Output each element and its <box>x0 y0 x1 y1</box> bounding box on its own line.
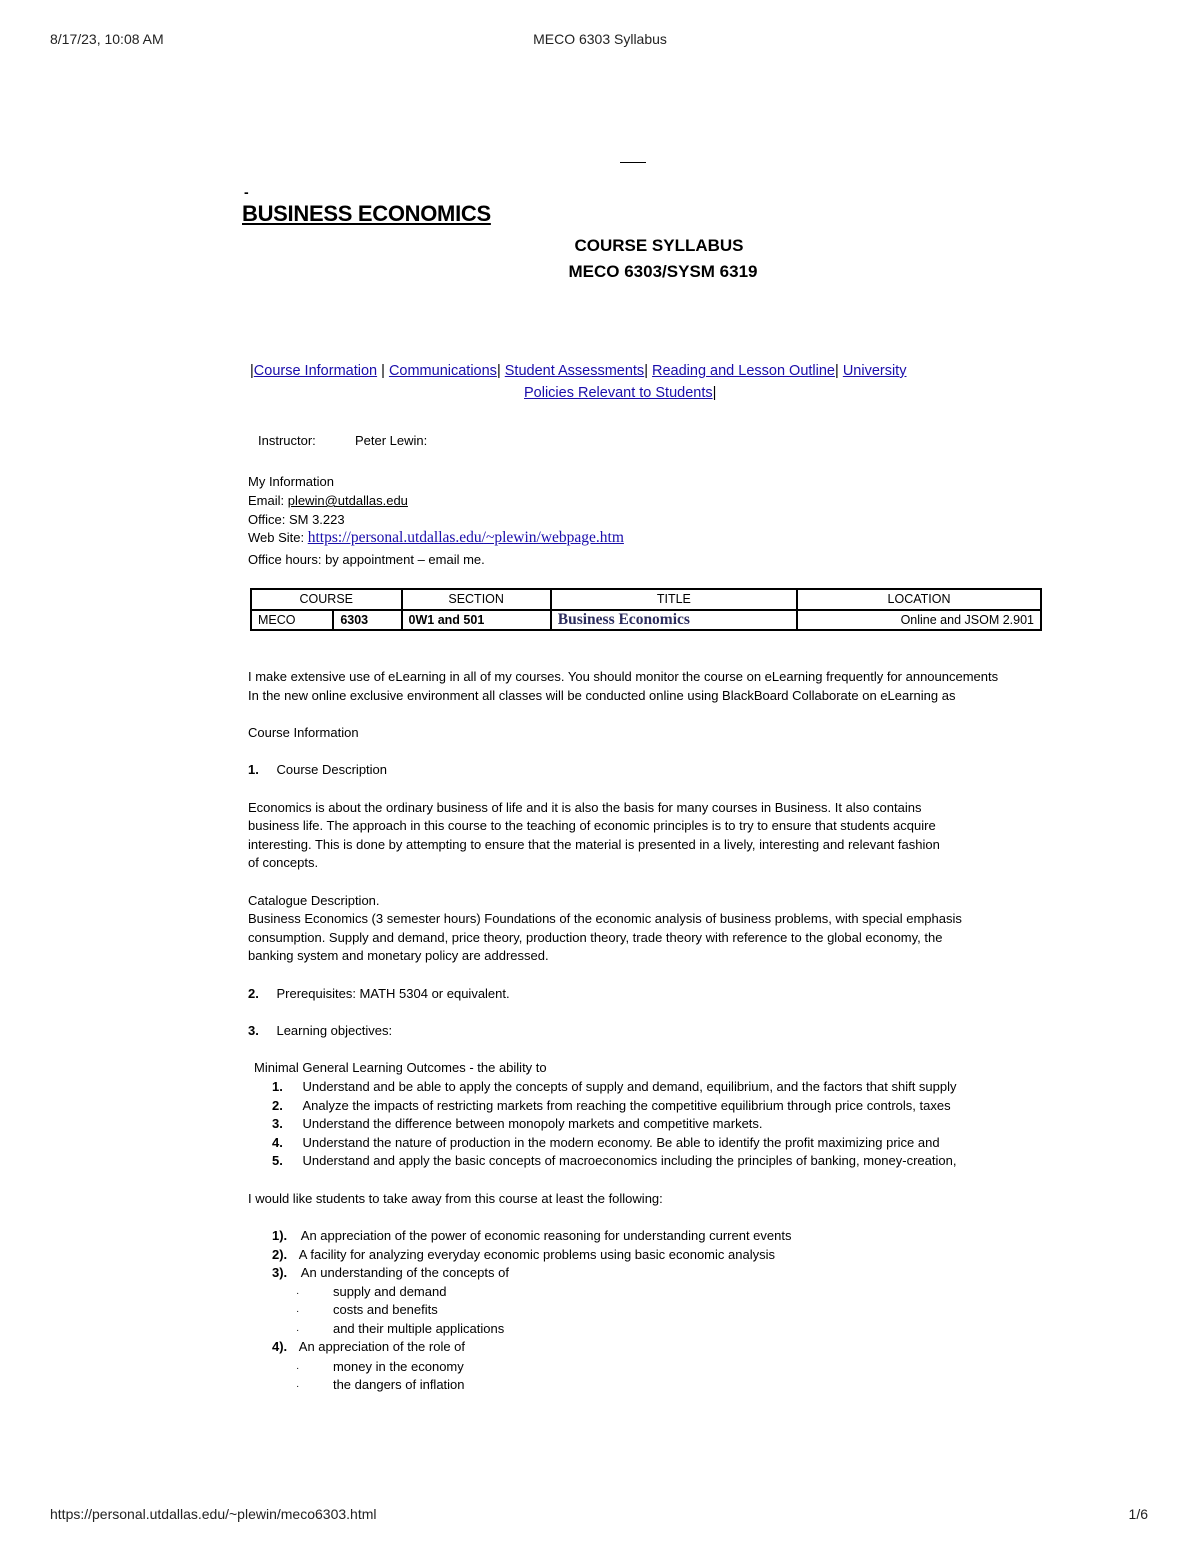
takeaway-text: An understanding of the concepts of <box>300 1265 509 1280</box>
outcome-item <box>272 1097 951 1116</box>
takeaway-sub <box>296 1301 438 1322</box>
th-course: COURSE <box>251 589 402 610</box>
outcome-text: Understand the difference between monopoly markets and competitive markets. <box>302 1116 763 1131</box>
course-info-heading: Course Information <box>248 725 359 740</box>
intro-line-1: I make extensive use of eLearning in all of my courses. You should monitor the course on eLearning frequently for announcements <box>248 669 999 684</box>
outcomes-heading: Minimal General Learning Outcomes - the ability to <box>254 1060 547 1075</box>
document-body <box>242 0 1042 1553</box>
print-footer-page: 1/6 <box>1128 1506 1148 1522</box>
outcome-item <box>272 1134 940 1153</box>
takeaway-sub-text: money in the economy <box>332 1359 464 1374</box>
takeaway-text: A facility for analyzing everyday economic problems using basic economic analysis <box>298 1247 775 1262</box>
takeaway-text: An appreciation of the power of economic reasoning for understanding current events <box>300 1228 792 1243</box>
office-hours: Office hours: by appointment – email me. <box>248 552 485 567</box>
catalogue-line-3: banking system and monetary policy are addressed. <box>248 948 549 963</box>
course-table-header <box>251 589 1041 610</box>
nav-sep: | <box>712 385 717 401</box>
outcome-text: Understand and apply the basic concepts of macroeconomics including the principles of banking, money-creation, <box>302 1153 957 1168</box>
bullet: · <box>296 1288 300 1299</box>
takeaway-num: 3). <box>272 1265 288 1280</box>
course-table-row <box>251 610 1041 631</box>
outcome-num: 4. <box>272 1135 283 1150</box>
takeaway-item <box>272 1264 509 1283</box>
instructor-label: Instructor: <box>258 433 316 448</box>
takeaway-sub-text: costs and benefits <box>332 1302 438 1317</box>
print-page-title: MECO 6303 Syllabus <box>533 31 667 47</box>
outcome-num: 2. <box>272 1098 283 1113</box>
stray-dash: - <box>244 184 249 200</box>
takeaway-sub <box>296 1376 465 1397</box>
document-title: BUSINESS ECONOMICS <box>242 201 491 226</box>
takeaway-item <box>272 1227 791 1246</box>
subtitle-course-code: MECO 6303/SYSM 6319 <box>568 262 758 281</box>
catalogue-line-2: consumption. Supply and demand, price theory, production theory, trade theory with reference to the global economy, the <box>248 930 943 945</box>
takeaway-num: 4). <box>272 1339 288 1354</box>
nav-communications[interactable]: Communications <box>388 363 497 379</box>
takeaway-num: 1). <box>272 1228 288 1243</box>
section-2-heading <box>248 985 510 1004</box>
nav-course-information[interactable]: Course Information <box>253 363 378 379</box>
th-title: TITLE <box>551 589 797 610</box>
bullet: · <box>296 1381 300 1392</box>
nav-policies-relevant[interactable]: Policies Relevant to Students <box>524 385 713 401</box>
section-2-title: Prerequisites: MATH 5304 or equivalent. <box>276 986 510 1001</box>
nav-sep: | <box>835 363 839 379</box>
office-value: SM 3.223 <box>288 512 345 527</box>
office-line <box>248 511 345 530</box>
subtitle-course-syllabus: COURSE SYLLABUS <box>574 236 744 255</box>
takeaway-item <box>272 1338 465 1357</box>
email-link[interactable]: plewin@utdallas.edu <box>287 493 408 508</box>
section-nav <box>250 362 906 381</box>
description-line-2: business life. The approach in this course to the teaching of economic principles is to try to ensure that students acquire <box>248 818 936 833</box>
takeaway-sub-text: the dangers of inflation <box>332 1377 465 1392</box>
description-line-4: of concepts. <box>248 855 319 870</box>
nav-student-assessments[interactable]: Student Assessments <box>504 363 645 379</box>
bullet: · <box>296 1363 300 1374</box>
outcome-text: Understand and be able to apply the concepts of supply and demand, equilibrium, and the factors that shift supply <box>302 1079 957 1094</box>
td-location: Online and JSOM 2.901 <box>797 610 1041 631</box>
section-3-title: Learning objectives: <box>276 1023 393 1038</box>
td-course-2: 6303 <box>333 610 401 631</box>
intro-line-2: In the new online exclusive environment all classes will be conducted online using BlackBoard Collaborate on eLearning as <box>248 688 956 703</box>
td-title: Business Economics <box>551 610 797 631</box>
takeaway-item <box>272 1246 775 1265</box>
nav-sep: | <box>496 363 501 379</box>
print-footer-url: https://personal.utdallas.edu/~plewin/meco6303.html <box>50 1506 377 1522</box>
outcome-num: 1. <box>272 1079 283 1094</box>
td-section: 0W1 and 501 <box>402 610 551 631</box>
section-1-title: Course Description <box>276 762 388 777</box>
catalogue-heading: Catalogue Description. <box>248 893 380 908</box>
takeaway-heading: I would like students to take away from this course at least the following: <box>248 1191 663 1206</box>
section-nav-line-2 <box>524 384 716 403</box>
office-label: Office: <box>248 512 286 527</box>
my-info-heading: My Information <box>248 474 334 489</box>
course-table <box>250 588 1042 631</box>
catalogue-line-1: Business Economics (3 semester hours) Foundations of the economic analysis of business problems, with special emphasis <box>248 911 962 926</box>
outcome-text: Analyze the impacts of restricting markets from reaching the competitive equilibrium through price controls, taxes <box>302 1098 951 1113</box>
description-line-1: Economics is about the ordinary business of life and it is also the basis for many courses in Business. It also contains <box>248 800 922 815</box>
takeaway-text: An appreciation of the role of <box>298 1339 466 1354</box>
bullet: · <box>296 1306 300 1317</box>
nav-sep: | <box>644 363 648 379</box>
outcome-num: 3. <box>272 1116 283 1131</box>
outcome-item <box>272 1078 957 1097</box>
website-link[interactable]: https://personal.utdallas.edu/~plewin/webpage.htm <box>307 529 624 546</box>
th-location: LOCATION <box>797 589 1041 610</box>
takeaway-sub-text: supply and demand <box>332 1284 447 1299</box>
email-line <box>248 492 408 511</box>
th-section: SECTION <box>402 589 551 610</box>
section-3-num: 3. <box>248 1023 259 1038</box>
section-2-num: 2. <box>248 986 259 1001</box>
takeaway-num: 2). <box>272 1247 288 1262</box>
nav-sep: | <box>381 363 385 379</box>
td-course-1: MECO <box>251 610 333 631</box>
email-label: Email: <box>248 493 285 508</box>
section-1-num: 1. <box>248 762 259 777</box>
section-1-heading <box>248 761 387 780</box>
nav-reading-lesson-outline[interactable]: Reading and Lesson Outline <box>652 363 835 379</box>
takeaway-sub-text: and their multiple applications <box>332 1321 505 1336</box>
bullet: · <box>296 1325 300 1336</box>
outcome-item <box>272 1115 763 1134</box>
instructor-name: Peter Lewin: <box>355 433 428 448</box>
website-label: Web Site: <box>248 530 305 545</box>
print-datetime: 8/17/23, 10:08 AM <box>50 31 164 47</box>
outcome-num: 5. <box>272 1153 283 1168</box>
description-line-3: interesting. This is done by attempting to ensure that the material is presented in a lively, interesting and relevant fashion <box>248 837 940 852</box>
outcome-text: Understand the nature of production in the modern economy. Be able to identify the profit maximizing price and <box>302 1135 940 1150</box>
section-3-heading <box>248 1022 392 1041</box>
website-line <box>248 529 624 548</box>
nav-sep: | <box>250 363 254 379</box>
outcome-item <box>272 1152 956 1171</box>
nav-university[interactable]: University <box>842 363 907 379</box>
